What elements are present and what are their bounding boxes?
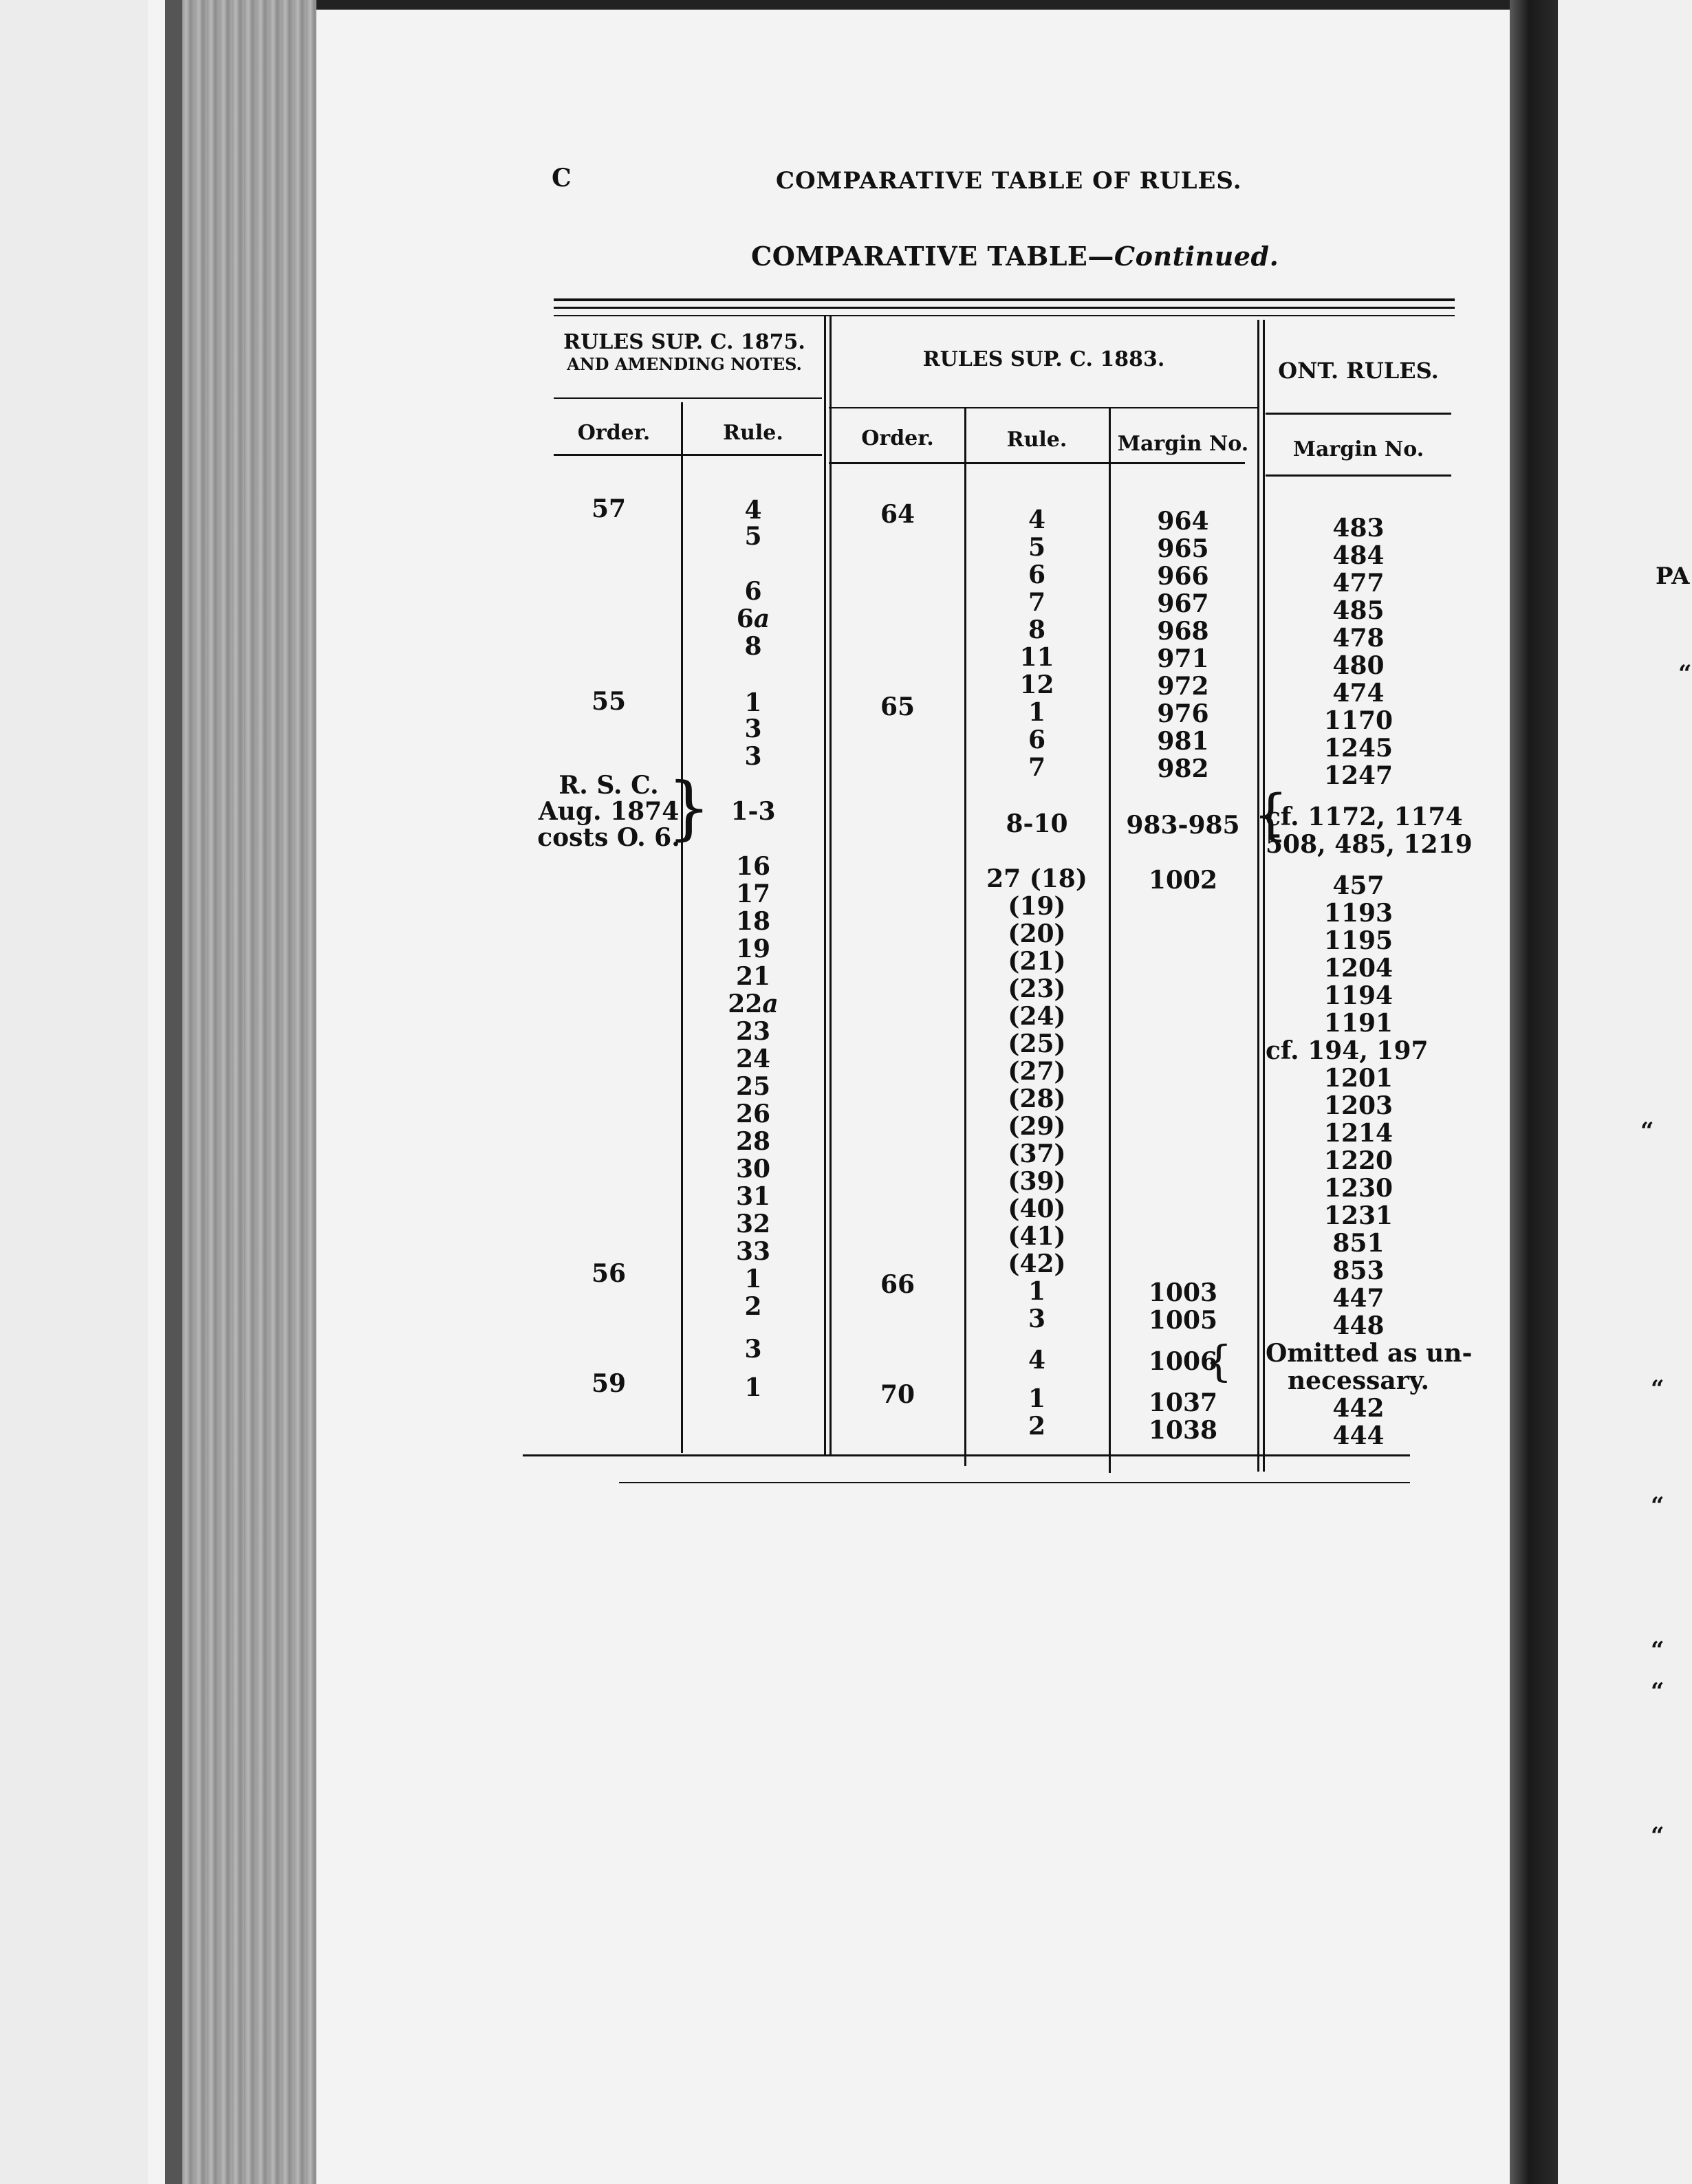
cell-col2-5: 1	[744, 688, 762, 717]
cell-col4-23: (40)	[1008, 1194, 1066, 1223]
group-header-1875-line2: AND AMENDING NOTES.	[567, 354, 802, 374]
cell-col2-13: 21	[735, 962, 771, 991]
cell-col2-27: 1	[744, 1373, 762, 1402]
brace-cf: {	[1253, 783, 1288, 847]
table-top-rule-3	[554, 315, 1455, 316]
cell-col3-1: 65	[880, 692, 915, 721]
cell-col5-7: 976	[1157, 699, 1209, 728]
cell-col4-18: (27)	[1008, 1057, 1066, 1086]
cell-col2-11: 18	[735, 907, 771, 936]
cell-col4-14: (21)	[1008, 947, 1066, 976]
cell-col6-12: 457	[1332, 871, 1385, 900]
cell-col4-16: (24)	[1008, 1002, 1066, 1031]
cell-col6-1: 484	[1332, 541, 1385, 570]
cell-col5-12: 1003	[1148, 1278, 1218, 1307]
cell-col6-20: 1203	[1323, 1091, 1393, 1120]
cell-col4-5: 11	[1019, 643, 1054, 672]
cell-col4-8: 6	[1028, 725, 1046, 754]
cell-col4-26: 1	[1028, 1277, 1046, 1306]
cell-col1-0: 57	[591, 494, 627, 523]
cell-col4-11: 27 (18)	[986, 864, 1087, 893]
group-divider-2a	[1257, 320, 1259, 1472]
col-header-rule-1883: Rule.	[1006, 428, 1067, 452]
cell-col1-6: 59	[591, 1369, 627, 1398]
group-divider-1a	[824, 316, 826, 1454]
scan-top-edge	[316, 0, 1510, 10]
cell-col3-2: 66	[880, 1270, 915, 1299]
cell-col4-30: 2	[1028, 1412, 1046, 1441]
cell-col2-10: 17	[735, 880, 771, 908]
table-subtitle	[751, 241, 1279, 272]
cell-col4-15: (23)	[1008, 974, 1066, 1003]
group-header-ont: ONT. RULES.	[1278, 358, 1439, 384]
margin-fragment: “	[1651, 1492, 1664, 1520]
cell-col4-3: 7	[1028, 588, 1046, 617]
cell-col6-28: 448	[1332, 1311, 1385, 1340]
cell-col2-9: 16	[735, 852, 771, 881]
cell-col2-1: 5	[744, 522, 762, 551]
cell-col4-28: 4	[1028, 1346, 1046, 1375]
cell-col3-3: 70	[880, 1380, 915, 1409]
page-letter: C	[552, 164, 572, 193]
margin-fragment: “	[1640, 1117, 1654, 1145]
cell-col2-25: 2	[744, 1292, 762, 1321]
cell-col6-10: cf. 1172, 1174	[1266, 802, 1463, 831]
cell-col6-26: 853	[1332, 1256, 1385, 1285]
col-header-order-1883: Order.	[861, 426, 934, 450]
scan-left-margin	[0, 0, 148, 2184]
cell-col2-19: 28	[735, 1127, 771, 1156]
cell-col6-21: 1214	[1323, 1119, 1393, 1148]
cell-col2-21: 31	[735, 1182, 771, 1211]
group-divider-2b	[1263, 320, 1265, 1472]
brace-rsc: }	[667, 767, 711, 848]
cell-col1-2: R. S. C.	[558, 771, 659, 800]
cell-col2-26: 3	[744, 1335, 762, 1364]
col-header-margin-ont: Margin No.	[1292, 437, 1424, 461]
cell-col6-30: necessary.	[1287, 1366, 1430, 1395]
cell-col2-15: 23	[735, 1017, 771, 1046]
cell-col5-9: 982	[1157, 754, 1209, 783]
cell-col6-17: 1191	[1323, 1009, 1393, 1038]
margin-fragment: “	[1651, 1637, 1664, 1664]
cell-col5-16: 1038	[1148, 1416, 1218, 1445]
subtitle-main: COMPARATIVE TABLE—	[751, 241, 1114, 272]
cell-col2-18: 26	[735, 1100, 771, 1128]
table-bottom-rule-2	[619, 1482, 1410, 1483]
cell-col6-32: 444	[1332, 1421, 1385, 1450]
margin-fragment: PA	[1656, 563, 1690, 590]
cell-col4-0: 4	[1028, 505, 1046, 534]
cell-col2-12: 19	[735, 935, 771, 963]
group-rule-3	[1266, 413, 1451, 415]
cell-col6-31: 442	[1332, 1394, 1385, 1423]
cell-col5-11: 1002	[1148, 866, 1218, 895]
cell-col2-8: 1-3	[730, 797, 776, 826]
colhead-rule-3	[1266, 474, 1451, 477]
cell-col5-14: 1006	[1148, 1347, 1218, 1376]
cell-col5-3: 967	[1157, 589, 1209, 618]
cell-col6-18: cf. 194, 197	[1266, 1036, 1429, 1065]
running-head: COMPARATIVE TABLE OF RULES.	[776, 167, 1242, 195]
group-divider-1b	[829, 316, 832, 1454]
cell-col5-13: 1005	[1148, 1306, 1218, 1335]
margin-fragment: “	[1651, 1822, 1664, 1850]
cell-col5-8: 981	[1157, 727, 1209, 756]
colhead-rule-1	[554, 454, 822, 456]
cell-col2-16: 24	[735, 1045, 771, 1073]
cell-col4-2: 6	[1028, 560, 1046, 589]
cell-col6-27: 447	[1332, 1284, 1385, 1313]
cell-col2-14: 22a	[728, 990, 779, 1018]
cell-col6-11: 508, 485, 1219	[1266, 830, 1473, 859]
cell-col6-19: 1201	[1323, 1064, 1393, 1093]
cell-col4-27: 3	[1028, 1304, 1046, 1333]
cell-col4-22: (39)	[1008, 1167, 1066, 1196]
cell-col6-16: 1194	[1323, 981, 1393, 1010]
cell-col6-14: 1195	[1323, 926, 1393, 955]
cell-col2-17: 25	[735, 1072, 771, 1101]
cell-col2-24: 1	[744, 1265, 762, 1293]
cell-col2-3: 6a	[736, 604, 770, 633]
cell-col3-0: 64	[880, 500, 915, 529]
table-top-rule-2	[554, 307, 1455, 309]
cell-col6-4: 478	[1332, 624, 1385, 653]
cell-col5-2: 966	[1157, 562, 1209, 591]
group-rule-1	[554, 397, 822, 399]
margin-fragment: “	[1678, 660, 1692, 688]
margin-fragment: “	[1651, 1678, 1664, 1705]
cell-col6-5: 480	[1332, 651, 1385, 680]
cell-col2-7: 3	[744, 742, 762, 771]
colhead-rule-2	[829, 462, 1245, 464]
cell-col6-29: Omitted as un-	[1266, 1339, 1473, 1368]
page-gutter	[1510, 0, 1558, 2184]
table-bottom-rule	[523, 1454, 1410, 1456]
brace-omitted: {	[1205, 1336, 1233, 1386]
table-top-rule	[554, 298, 1455, 301]
cell-col2-0: 4	[744, 496, 762, 525]
group-header-1883: RULES SUP. C. 1883.	[922, 347, 1165, 371]
cell-col6-7: 1170	[1323, 706, 1393, 735]
cell-col2-23: 33	[735, 1237, 771, 1266]
group-header-1875-line1: RULES SUP. C. 1875.	[563, 330, 805, 354]
cell-col5-6: 972	[1157, 672, 1209, 701]
cell-col6-15: 1204	[1323, 954, 1393, 983]
cell-col6-22: 1220	[1323, 1146, 1393, 1175]
cell-col4-12: (19)	[1008, 892, 1066, 921]
cell-col6-23: 1230	[1323, 1174, 1393, 1203]
cell-col1-4: costs O. 6.	[537, 823, 680, 852]
cell-col6-9: 1247	[1323, 761, 1393, 790]
cell-col4-4: 8	[1028, 615, 1046, 644]
cell-col5-4: 968	[1157, 617, 1209, 646]
cell-col6-6: 474	[1332, 679, 1385, 708]
cell-col2-20: 30	[735, 1155, 771, 1183]
cell-col6-25: 851	[1332, 1229, 1385, 1258]
col-header-order-1875: Order.	[577, 421, 651, 445]
cell-col1-3: Aug. 1874	[538, 797, 680, 826]
cell-col1-1: 55	[591, 687, 627, 716]
cell-col5-10: 983-985	[1126, 811, 1240, 840]
cell-col6-2: 477	[1332, 569, 1385, 598]
cell-col4-24: (41)	[1008, 1222, 1066, 1251]
col-header-rule-1875: Rule.	[723, 421, 783, 445]
cell-col4-9: 7	[1028, 753, 1046, 782]
cell-col5-0: 964	[1157, 507, 1209, 536]
cell-col6-0: 483	[1332, 514, 1385, 543]
cell-col4-6: 12	[1019, 670, 1054, 699]
col-header-margin-1883: Margin No.	[1117, 432, 1249, 456]
col-divider-1	[681, 402, 683, 1453]
subtitle-continued: Continued.	[1114, 241, 1279, 272]
cell-col4-20: (29)	[1008, 1112, 1066, 1141]
cell-col2-6: 3	[744, 714, 762, 743]
cell-col4-13: (20)	[1008, 919, 1066, 948]
cell-col6-24: 1231	[1323, 1201, 1393, 1230]
cell-col2-2: 6	[744, 577, 762, 606]
margin-fragment: “	[1651, 1375, 1664, 1403]
cell-col5-5: 971	[1157, 644, 1209, 673]
cell-col4-19: (28)	[1008, 1084, 1066, 1113]
cell-col4-29: 1	[1028, 1384, 1046, 1413]
cell-col2-4: 8	[744, 632, 762, 661]
cell-col6-8: 1245	[1323, 734, 1393, 763]
cell-col1-5: 56	[591, 1259, 627, 1288]
cell-col4-21: (37)	[1008, 1139, 1066, 1168]
cell-col2-22: 32	[735, 1210, 771, 1238]
cell-col5-15: 1037	[1148, 1388, 1218, 1417]
group-rule-2	[829, 407, 1259, 408]
group-header-1875	[550, 331, 818, 375]
book-page-edges	[182, 0, 316, 2184]
cell-col4-25: (42)	[1008, 1249, 1066, 1278]
facing-page	[1558, 0, 1692, 2184]
cell-col4-7: 1	[1028, 698, 1046, 727]
cell-col6-3: 485	[1332, 596, 1385, 625]
cell-col5-1: 965	[1157, 534, 1209, 563]
cell-col4-1: 5	[1028, 533, 1046, 562]
cell-col4-10: 8-10	[1006, 809, 1068, 838]
cell-col6-13: 1193	[1323, 899, 1393, 928]
cell-col4-17: (25)	[1008, 1029, 1066, 1058]
